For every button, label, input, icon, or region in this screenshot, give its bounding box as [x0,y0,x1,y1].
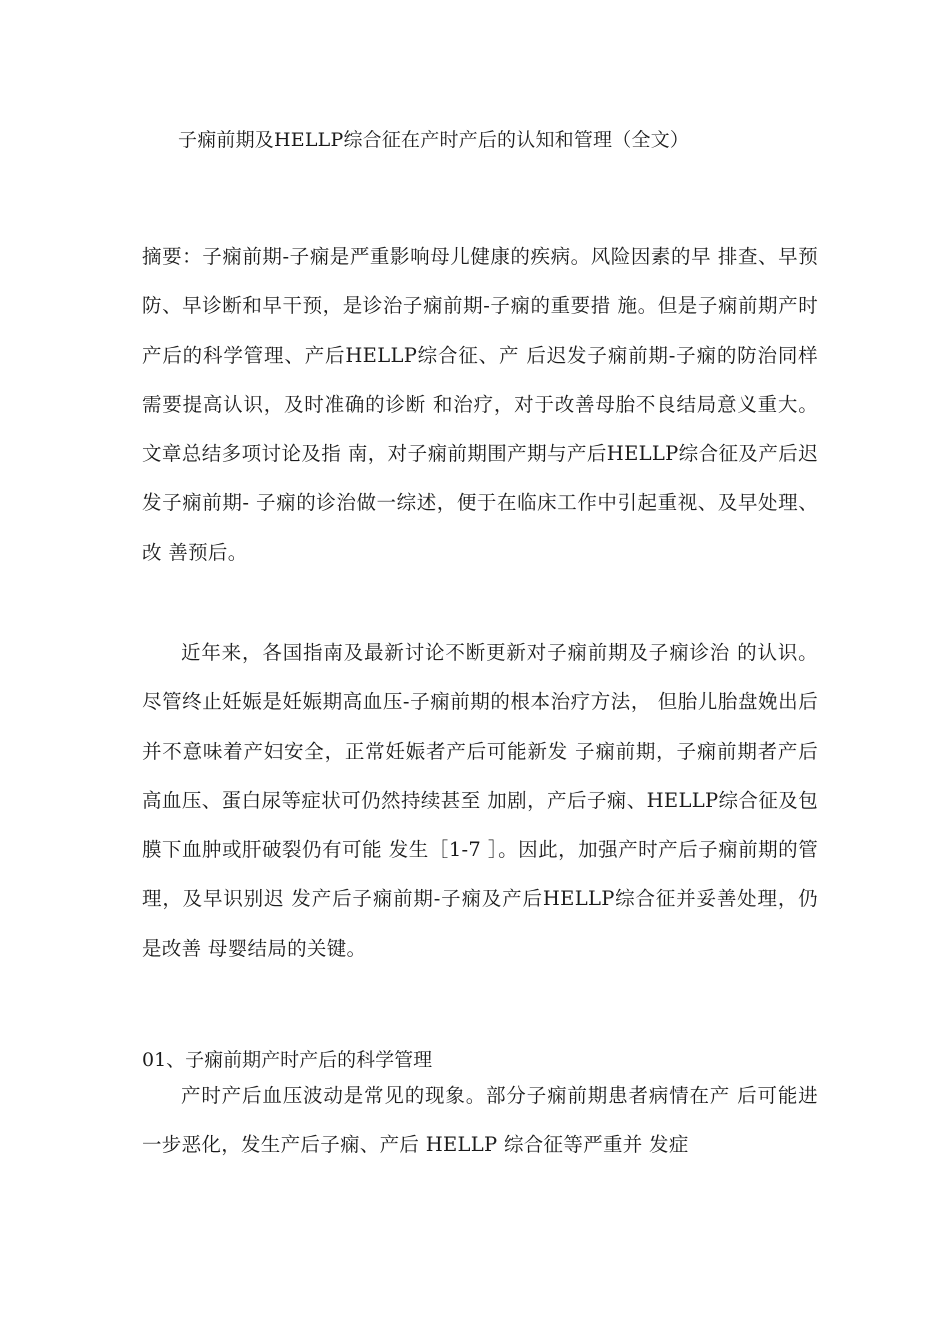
section-heading: 01、子痫前期产时产后的科学管理 [142,1049,433,1071]
section-paragraph: 产时产后血压波动是常见的现象。部分子痫前期患者病情在产 后可能进一步恶化，发生产后子痫、产后 HELLP 综合征等严重并 发症 [142,1084,818,1157]
document-title: 子痫前期及HELLP综合征在产时产后的认知和管理（全文） [178,129,690,151]
abstract-paragraph: 摘要：子痫前期-子痫是严重影响母儿健康的疾病。风险因素的早 排查、早预防、早诊断和早干预，是诊治子痫前期-子痫的重要措 施。但是子痫前期产时产后的科学管理、产后HELLP综合征、产 后迟发子痫前期-子痫的防治同样需要提高认识，及时准确的诊断 和治疗，对于改善母胎不良结局意义重大。文章总结多项讨论及指 南，对子痫前期围产期与产后HELLP综合征及产后迟发子痫前期- 子痫的诊治做一综述，便于在临床工作中引起重视、及早处理、改 善预后。 [142,245,818,564]
intro-paragraph: 近年来，各国指南及最新讨论不断更新对子痫前期及子痫诊治 的认识。尽管终止妊娠是妊娠期高血压-子痫前期的根本治疗方法， 但胎儿胎盘娩出后并不意味着产妇安全，正常妊娠者产后可能新发 子痫前期，子痫前期者产后高血压、蛋白尿等症状可仍然持续甚至 加剧，产后子痫、HELLP综合征及包膜下血肿或肝破裂仍有可能 发生［1-7 ］。因此，加强产时产后子痫前期的管理，及早识别迟 发产后子痫前期-子痫及产后HELLP综合征并妥善处理，仍是改善 母婴结局的关键。 [142,641,818,960]
